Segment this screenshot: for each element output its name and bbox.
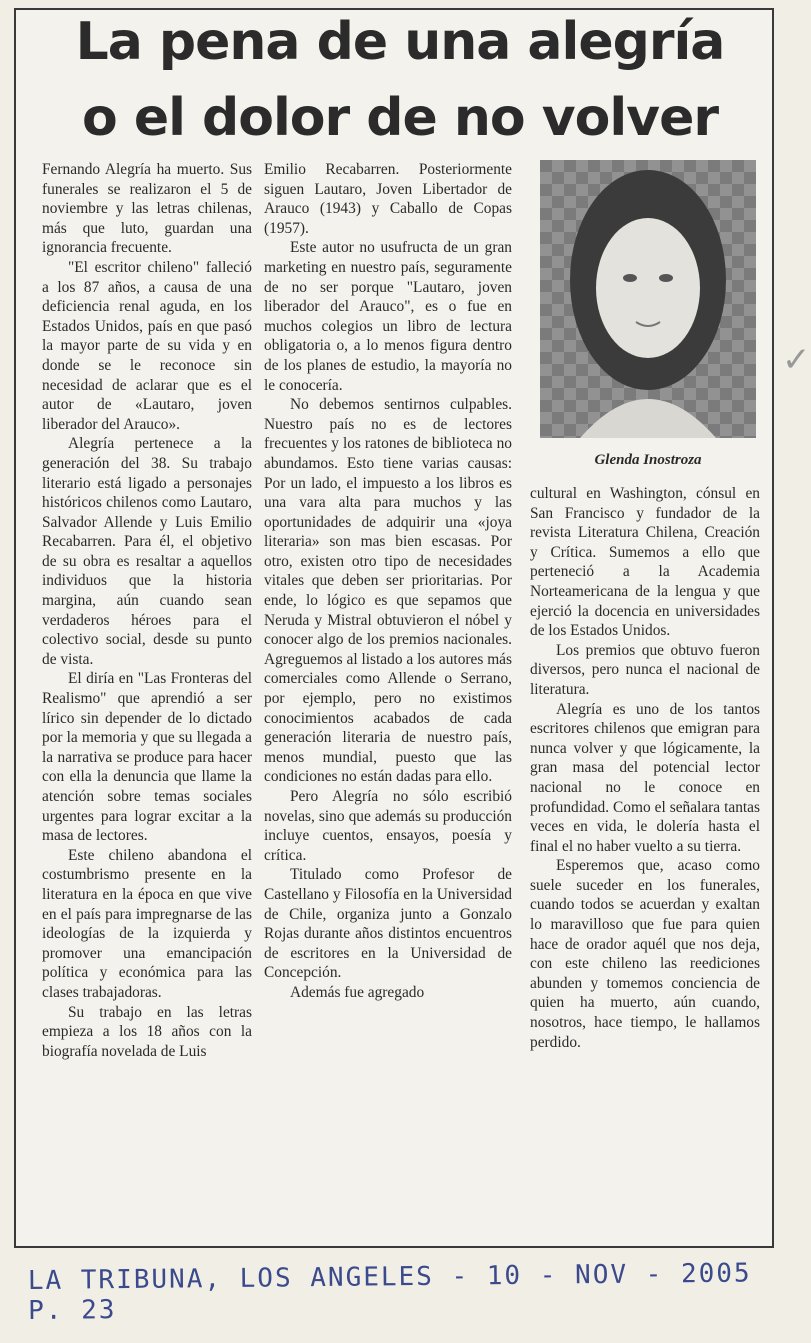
paragraph: Esperemos que, acaso como suele suceder en los funerales, cuando todos se acuerdan y exaltan lo maravilloso que fue para quien hace de orador aquél que nos deja, con este chileno las reediciones abunden y tomemos conciencia de quien ha muerto, aún cuando, nosotros, hace tiempo, le hallamos perdido. [530, 857, 760, 1051]
paragraph: "El escritor chileno" falleció a los 87 años, a causa de una deficiencia renal aguda, en los Estados Unidos, país en que pasó la mayor parte de su vida y en donde se le reconoce sin necesidad de aclarar que es el autor de «Lautaro, joven liberador del Arauco». [42, 258, 252, 433]
paragraph: El diría en "Las Fronteras del Realismo" que aprendió a ser lírico sin depender de lo dictado por la memoria y que su llegada a la narrativa se produce para hacer con ella la denuncia que llame la atención sobre temas sociales urgentes para lograr excitar a la masa de lectores. [42, 670, 252, 845]
paragraph: Pero Alegría no sólo escribió novelas, sino que además su producción incluye cuentos, ensayos, poesía y crítica. [264, 788, 512, 864]
margin-scribble: ✓ [782, 340, 811, 380]
paragraph: Este chileno abandona el costumbrismo presente en la literatura en la época en que vive en el país para impregnarse de las ideologías de la izquierda y promover una emancipación política y económica para las clases trabajadoras. [42, 846, 252, 1001]
paragraph: Su trabajo en las letras empieza a los 18 años con la biografía novelada de Luis [42, 1003, 252, 1060]
article-column-1 [42, 160, 252, 1061]
headline-line-1: La pena de una alegría [75, 12, 725, 72]
paragraph: Los premios que obtuvo fueron diversos, pero nunca el nacional de literatura. [530, 641, 760, 698]
headline-line-2: o el dolor de no volver [82, 88, 718, 148]
paragraph: Emilio Recabarren. Posteriormente siguen Lautaro, Joven Libertador de Arauco (1943) y Caballo de Copas (1957). [264, 161, 512, 237]
handwritten-source-note: LA TRIBUNA, LOS ANGELES - 10 - NOV - 2005 P. 23 [27, 1258, 752, 1327]
paragraph: cultural en Washington, cónsul en San Francisco y fundador de la revista Literatura Chilena, Creación y Crítica. Sumemos a ello que perteneció a la Academia Norteamericana de la lengua y que ejerció la docencia en universidades de los Estados Unidos. [530, 485, 760, 640]
author-photo [540, 160, 756, 438]
paragraph: No debemos sentirnos culpables. Nuestro país no es de lectores frecuentes y los ratones de biblioteca no abundamos. Esto tiene varias causas: Por un lado, el impuesto a los libros es una vara alta para muchos y las oportunidades de adquirir una «joya literaria» son mas bien escasas. Por otro, existen otro tipo de necesidades vitales que deben ser prioritarias. Por ende, lo lógico es que sepamos que Neruda y Mistral obtuvieron el nóbel y conocer algo de los premios nacionales. Agreguemos al listado a los autores más comerciales como Allende o Serrano, por ejemplo, pero no existimos conocimientos acabados de cada generación literaria de nuestro país, menos mundial, puesto que las condiciones no están dadas para ello. [264, 396, 512, 786]
portrait-image [540, 160, 756, 438]
paragraph: Titulado como Profesor de Castellano y Filosofía en la Universidad de Chile, organiza junto a Gonzalo Rojas durante años distintos encuentros de escritores en la Universidad de Concepción. [264, 866, 512, 982]
paragraph: Alegría es uno de los tantos escritores chilenos que emigran para nunca volver y que lógicamente, la gran masa del potencial lector nacional no le conoce en profundidad. Como el señalara tantas veces en vida, le dolería hasta el final el no haber vuelto a su tierra. [530, 700, 760, 855]
paragraph: Este autor no usufructa de un gran marketing en nuestro país, seguramente de no ser porque "Lautaro, joven liberador del Arauco", es o fue en muchos colegios un libro de lectura obligatoria o, a lo menos figura dentro de los planes de estudio, la mayoría no le conocería. [264, 239, 512, 394]
paragraph: Alegría pertenece a la generación del 38. Su trabajo literario está ligado a personajes históricos chilenos como Lautaro, Salvador Allende y Luis Emilio Recabarren. Para él, el objetivo de su obra es resaltar a aquellos individuos que la historia margina, aún cuando sean verdaderos héroes para el colectivo social, desde su punto de vista. [42, 435, 252, 668]
paragraph: Además fue agregado [290, 983, 425, 1001]
paragraph: Fernando Alegría ha muerto. Sus funerales se realizaron el 5 de noviembre y las letras chilenas, más que luto, guardan una ignorancia frecuente. [42, 161, 252, 257]
article-column-3 [530, 484, 760, 1052]
photo-caption: Glenda Inostroza [594, 452, 702, 468]
article-column-2 [264, 160, 512, 1003]
